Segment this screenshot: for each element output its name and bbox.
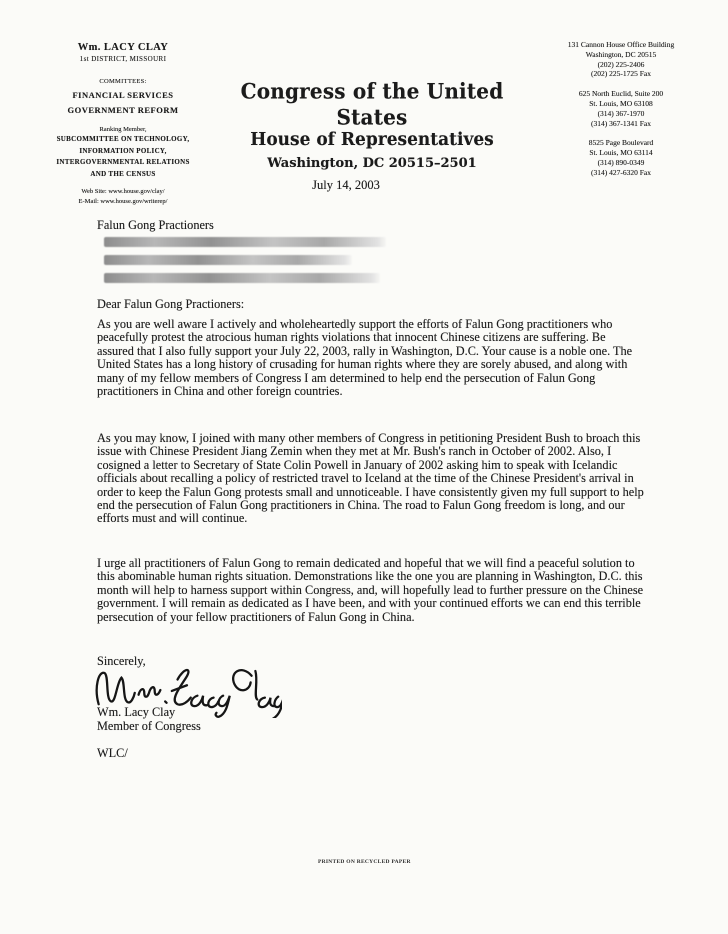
subcommittee-line: INTERGOVERNMENTAL RELATIONS bbox=[56, 158, 190, 166]
address-line: 8525 Page Boulevard bbox=[588, 138, 654, 148]
congress-title: Congress of the United States bbox=[240, 78, 504, 130]
subcommittee-line: SUBCOMMITTEE ON TECHNOLOGY, bbox=[56, 135, 190, 143]
redacted-address-block bbox=[104, 237, 386, 291]
office-address-page bbox=[520, 138, 722, 177]
address-line: (202) 225-2406 bbox=[597, 59, 645, 69]
reference-initials: WLC/ bbox=[97, 746, 128, 760]
recipient-name: Falun Gong Practioners bbox=[97, 218, 214, 232]
redacted-line bbox=[104, 255, 352, 265]
address-line: Washington, DC 20515 bbox=[585, 49, 657, 59]
address-line: 625 North Euclid, Suite 200 bbox=[578, 89, 664, 99]
house-title: House of Representatives bbox=[250, 129, 494, 151]
salutation: Dear Falun Gong Practioners: bbox=[97, 297, 245, 311]
address-line: (314) 427-6320 Fax bbox=[591, 167, 651, 177]
district-label: 1st DISTRICT, MISSOURI bbox=[79, 55, 167, 63]
body-paragraph: I urge all practitioners of Falun Gong to remain dedicated and hopeful that we will find a peaceful solution to this abominable human rights situation. Demonstrations like the one you are planning in Washington, D.C. this month will help to harness support within Congress, and, will hopefully lead to further pressure on the Chinese government. I will remain as dedicated as I have been, and with your continued efforts we can end this terrible persecution of your fellow practitioners of Falun Gong in China. bbox=[97, 556, 644, 624]
address-line: (202) 225-1725 Fax bbox=[591, 69, 651, 79]
office-address-dc bbox=[520, 40, 722, 79]
address-line: St. Louis, MO 63108 bbox=[589, 98, 653, 108]
redacted-line bbox=[104, 237, 386, 247]
website-line: Web Site: www.house.gov/clay/ bbox=[81, 188, 165, 195]
recycled-paper-note bbox=[0, 851, 728, 869]
address-line: St. Louis, MO 63114 bbox=[589, 148, 653, 158]
recycled-paper-text: PRINTED ON RECYCLED PAPER bbox=[317, 858, 411, 865]
letterhead-right bbox=[520, 40, 722, 188]
email-line: E-Mail: www.house.gov/writerep/ bbox=[78, 197, 168, 205]
address-line: (314) 367-1970 bbox=[597, 108, 645, 118]
body-paragraph: As you may know, I joined with many other members of Congress in petitioning President Bush to broach this issue with Chinese President Jiang Zemin when they met at Mr. Bush's ranch in October of 2002. Also, I cosigned a letter to Secretary of State Colin Powell in January of 2002 asking him to speak with Icelandic officials about recalling a policy of restricted travel to Iceland at the time of the Chinese President's arrival in order to keep the Falun Gong protests small and unnoticeable. I have consistently given my full support to help end the persecution of Falun Gong practitioners in China. The road to Falun Gong freedom is long, and our efforts must and will continue. bbox=[97, 431, 644, 526]
committees-heading: COMMITTEES: bbox=[99, 78, 147, 85]
body-paragraph: As you are well aware I actively and wholeheartedly support the efforts of Falun Gong practitioners who peacefully protest the atrocious human rights violations that innocent Chinese citizens are suffering. Be assured that I also fully support your July 22, 2003, rally in Washington, D.C. Your cause is a noble one. The United States has a long history of crusading for human rights where they are sorely abused, and along with many of my fellow members of Congress I am determined to help end the persecution of Falun Gong practitioners in China and other foreign countries. bbox=[97, 317, 633, 399]
letter-date: July 14, 2003 bbox=[312, 178, 380, 192]
address-line: (314) 890-0349 bbox=[597, 157, 645, 167]
member-name: Wm. LACY CLAY bbox=[77, 42, 169, 53]
closing-line: Sincerely, bbox=[97, 654, 146, 668]
address-line: (314) 367-1341 Fax bbox=[591, 118, 651, 128]
address-line: 131 Cannon House Office Building bbox=[567, 40, 675, 49]
committee-item: GOVERNMENT REFORM bbox=[67, 105, 179, 115]
committee-item: FINANCIAL SERVICES bbox=[72, 90, 174, 100]
letterhead-left bbox=[16, 42, 230, 206]
letterhead-center bbox=[226, 80, 518, 171]
washington-address: Washington, DC 20515–2501 bbox=[267, 156, 477, 171]
ranking-member-label: Ranking Member, bbox=[99, 126, 147, 133]
redacted-line bbox=[104, 273, 380, 283]
signer-title: Member of Congress bbox=[97, 719, 201, 733]
subcommittee-line: AND THE CENSUS bbox=[90, 169, 156, 178]
subcommittee-line: INFORMATION POLICY, bbox=[79, 146, 167, 155]
office-address-euclid bbox=[520, 89, 722, 128]
signer-name: Wm. Lacy Clay bbox=[97, 705, 176, 719]
